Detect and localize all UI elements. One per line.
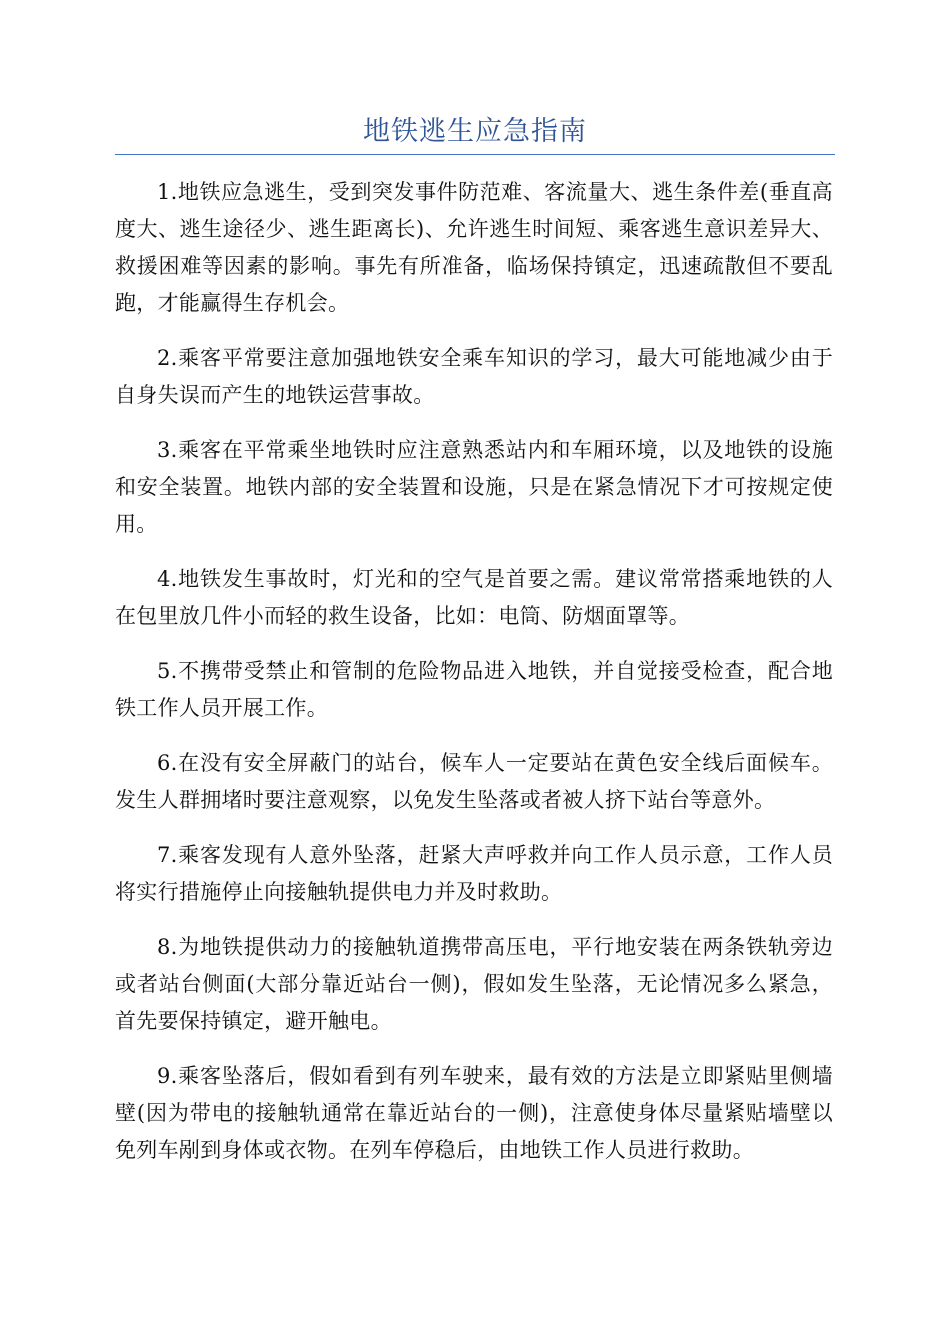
document-title: 地铁逃生应急指南: [363, 116, 587, 147]
paragraph-3: 3.乘客在平常乘坐地铁时应注意熟悉站内和车厢环境，以及地铁的设施和安全装置。地铁内部的安全装置和设施，只是在紧急情况下才可按规定使用。: [115, 438, 833, 536]
paragraph-1: 1.地铁应急逃生，受到突发事件防范难、客流量大、逃生条件差(垂直高度大、逃生途径少、逃生距离长)、允许逃生时间短、乘客逃生意识差异大、救援困难等因素的影响。事先有所准备，临场保持镇定，迅速疏散但不要乱跑，才能赢得生存机会。: [115, 180, 833, 315]
title-underline: [115, 154, 835, 155]
document-body: [115, 174, 833, 1187]
paragraph-2: 2.乘客平常要注意加强地铁安全乘车知识的学习，最大可能地减少由于自身失误而产生的地铁运营事故。: [115, 346, 833, 407]
paragraph-6: 6.在没有安全屏蔽门的站台，候车人一定要站在黄色安全线后面候车。发生人群拥堵时要注意观察，以免发生坠落或者被人挤下站台等意外。: [115, 751, 833, 812]
paragraph-4: 4.地铁发生事故时，灯光和的空气是首要之需。建议常常搭乘地铁的人在包里放几件小而轻的救生设备，比如：电筒、防烟面罩等。: [115, 567, 833, 628]
paragraph-8: 8.为地铁提供动力的接触轨道携带高压电，平行地安装在两条铁轨旁边或者站台侧面(大部分靠近站台一侧)，假如发生坠落，无论情况多么紧急，首先要保持镇定，避开触电。: [115, 935, 833, 1033]
paragraph-9: 9.乘客坠落后，假如看到有列车驶来，最有效的方法是立即紧贴里侧墙壁(因为带电的接触轨通常在靠近站台的一侧)，注意使身体尽量紧贴墙壁以免列车剐到身体或衣物。在列车停稳后，由地铁工作人员进行救助。: [115, 1064, 833, 1162]
paragraph-5: 5.不携带受禁止和管制的危险物品进入地铁，并自觉接受检查，配合地铁工作人员开展工作。: [115, 659, 833, 720]
paragraph-7: 7.乘客发现有人意外坠落，赶紧大声呼救并向工作人员示意，工作人员将实行措施停止向接触轨提供电力并及时救助。: [115, 843, 833, 904]
